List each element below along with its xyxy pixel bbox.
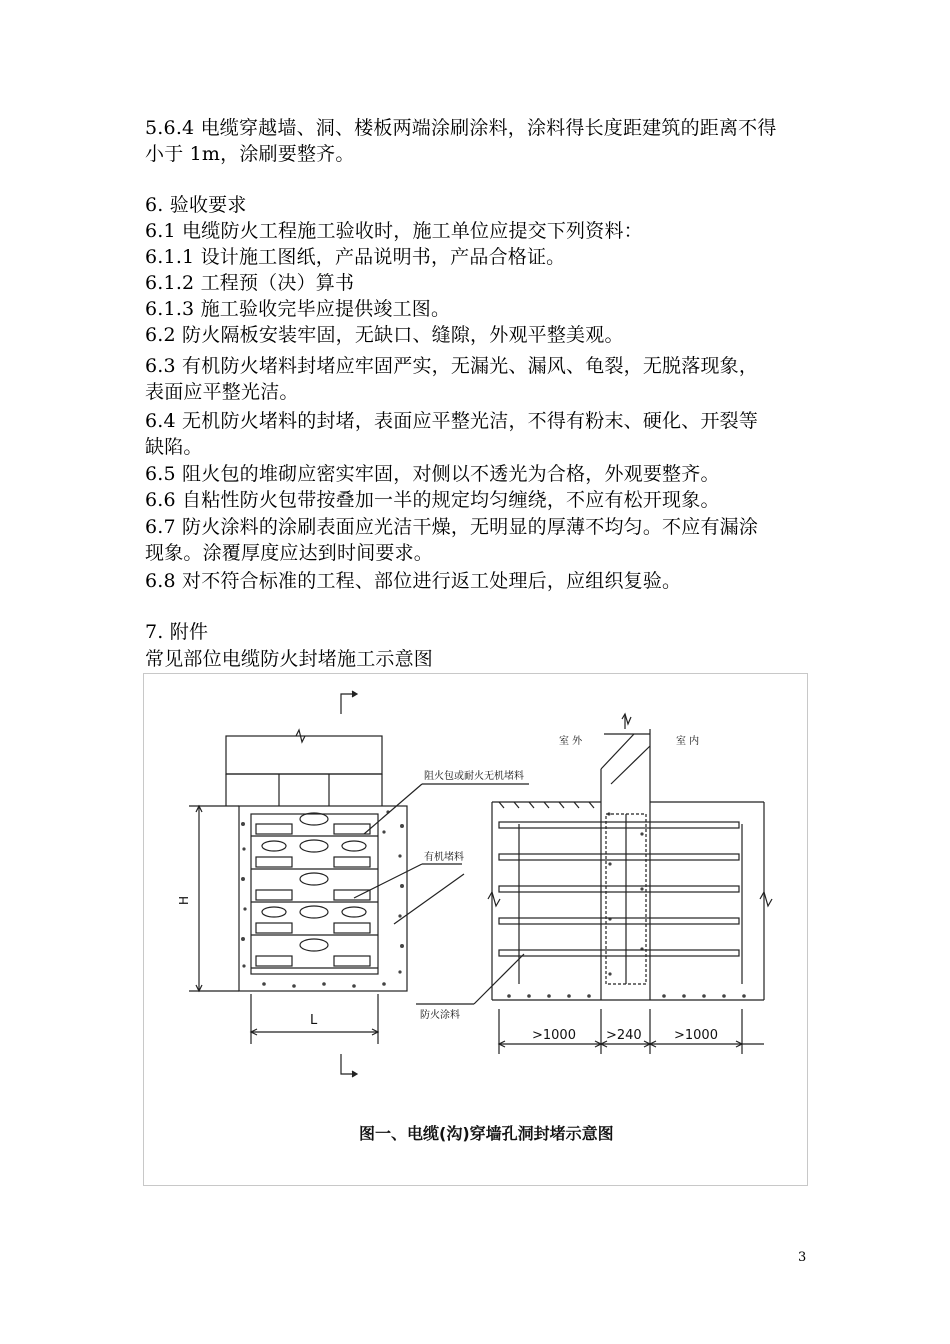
figure-caption: 图一、电缆(沟)穿墙孔洞封堵示意图 xyxy=(359,1124,614,1143)
para-line: 6.1.3 施工验收完毕应提供竣工图。 xyxy=(145,298,451,320)
para-line: 6.2 防火隔板安装牢固，无缺口、缝隙，外观平整美观。 xyxy=(145,324,624,346)
dim-mid: >240 xyxy=(606,1028,642,1043)
para-line: 5.6.4 电缆穿越墙、洞、楼板两端涂刷涂料，涂料得长度距建筑的距离不得 xyxy=(145,117,777,139)
para-line: 6.4 无机防火堵料的封堵，表面应平整光洁，不得有粉末、硬化、开裂等 xyxy=(145,410,759,432)
para-line: 6.6 自粘性防火包带按叠加一半的规定均匀缠绕，不应有松开现象。 xyxy=(145,489,720,511)
label-outdoor: 室 外 xyxy=(559,736,583,747)
cables xyxy=(499,822,739,956)
para-line: 现象。涂覆厚度应达到时间要求。 xyxy=(145,542,434,564)
para-line: 小于 1m，涂刷要整齐。 xyxy=(145,143,355,165)
figure-cable-sealing-diagram xyxy=(143,673,808,1186)
label-coating: 防火涂料 xyxy=(420,1010,460,1021)
para-line: 6.8 对不符合标准的工程、部位进行返工处理后，应组织复验。 xyxy=(145,570,682,592)
frame-dots xyxy=(241,810,404,987)
label-organic: 有机堵料 xyxy=(424,852,464,863)
dim-right: >1000 xyxy=(674,1028,718,1043)
cable-sealing-drawing xyxy=(144,674,809,1187)
para-line: 6.1 电缆防火工程施工验收时，施工单位应提交下列资料： xyxy=(145,220,643,242)
section-heading: 6. 验收要求 xyxy=(145,194,247,216)
para-line: 6.7 防火涂料的涂刷表面应光洁干燥，无明显的厚薄不均匀。不应有漏涂 xyxy=(145,516,759,538)
para-line: 表面应平整光洁。 xyxy=(145,381,299,403)
para-line: 6.5 阻火包的堆砌应密实牢固，对侧以不透光为合格，外观要整齐。 xyxy=(145,463,720,485)
section-heading: 7. 附件 xyxy=(145,621,209,643)
figure-title: 常见部位电缆防火封堵施工示意图 xyxy=(145,648,434,670)
para-line: 缺陷。 xyxy=(145,436,203,458)
label-fire-bag: 阻火包或耐火无机堵料 xyxy=(424,771,524,782)
label-indoor: 室 内 xyxy=(676,736,700,747)
dim-left: >1000 xyxy=(532,1028,576,1043)
label-height: H xyxy=(177,895,191,905)
para-line: 6.1.1 设计施工图纸，产品说明书，产品合格证。 xyxy=(145,246,566,268)
para-line: 6.1.2 工程预（决）算书 xyxy=(145,272,355,294)
page-number: 3 xyxy=(798,1250,807,1265)
para-line: 6.3 有机防火堵料封堵应牢固严实，无漏光、漏风、龟裂，无脱落现象， xyxy=(145,355,759,377)
label-length: L xyxy=(310,1013,318,1028)
